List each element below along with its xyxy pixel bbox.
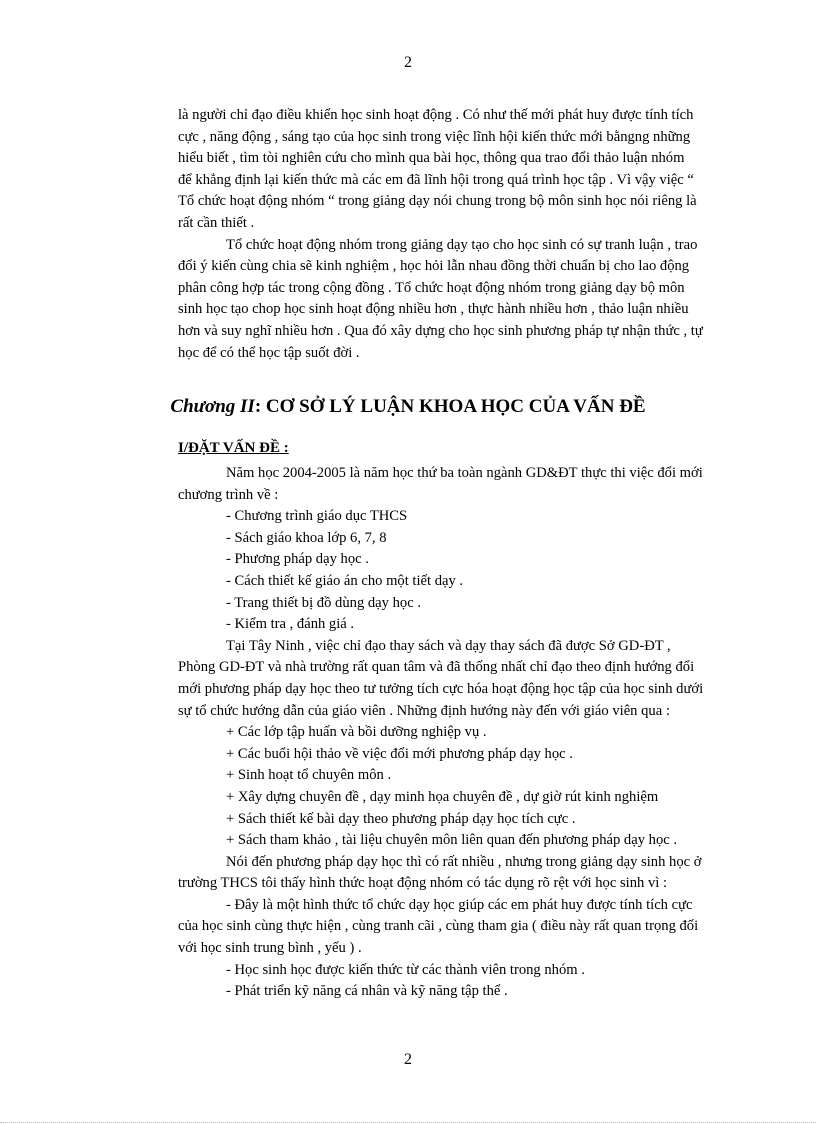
section-line: - Chương trình giáo dục THCS <box>226 508 408 525</box>
section-line: + Sinh hoạt tổ chuyên môn . <box>226 767 392 784</box>
intro-paragraphs <box>178 105 773 364</box>
intro-line: Tổ chức hoạt động nhóm “ trong giảng dạy nói chung trong bộ môn sinh học nói riêng là <box>178 193 697 210</box>
section-line: Tại Tây Ninh , việc chỉ đạo thay sách và dạy thay sách đã được Sở GD-ĐT , <box>226 637 671 654</box>
section-line: Nói đến phương pháp dạy học thì có rất nhiều , nhưng trong giảng dạy sinh học ở <box>226 853 702 870</box>
intro-line: rất cần thiết . <box>178 214 255 231</box>
section-line: - Học sinh học được kiến thức từ các thành viên trong nhóm . <box>226 961 585 978</box>
section-line: trường THCS tôi thấy hình thức hoạt động nhóm có tác dụng rõ rệt với học sinh vì : <box>178 875 668 892</box>
intro-line: cực , năng động , sáng tạo của học sinh trong việc lĩnh hội kiến thức mới bằngng những <box>178 128 691 145</box>
section-line: - Cách thiết kế giáo án cho một tiết dạy . <box>226 572 464 589</box>
section-line: mới phương pháp dạy học theo tư tưởng tích cực hóa hoạt động học tập của học sinh dưới <box>178 680 704 697</box>
intro-line: là người chỉ đạo điều khiển học sinh hoạt động . Có như thế mới phát huy được tính tích <box>178 107 694 123</box>
section-line: - Sách giáo khoa lớp 6, 7, 8 <box>226 529 387 546</box>
section-line: + Sách tham khảo , tài liệu chuyên môn liên quan đến phương pháp dạy học . <box>226 832 678 849</box>
section-line: + Xây dựng chuyên đề , dạy minh họa chuyên đề , dự giờ rút kinh nghiệm <box>226 788 659 805</box>
chapter-prefix: Chương II <box>170 396 255 417</box>
chapter-heading <box>0 396 816 418</box>
page-number-top: 2 <box>404 54 412 71</box>
para2-line: học để có thể học tập suốt đời . <box>178 344 360 361</box>
chapter-title: : CƠ SỞ LÝ LUẬN KHOA HỌC CỦA VẤN ĐỀ <box>254 396 646 417</box>
section-line: với học sinh trung bình , yếu ) . <box>178 940 362 957</box>
section-line: - Trang thiết bị đồ dùng dạy học . <box>226 594 421 611</box>
section-line: Phòng GD-ĐT và nhà trường rất quan tâm và đã thống nhất chỉ đạo theo định hướng đổi <box>178 659 695 676</box>
section-line: sự tổ chức hướng dẫn của giáo viên . Những định hướng này đến với giáo viên qua : <box>178 702 670 719</box>
section-line: + Các lớp tập huấn và bồi dưỡng nghiệp vụ . <box>226 724 487 741</box>
intro-line: hiểu biết , tìm tòi nghiên cứu cho mình qua bài học, thông qua trao đổi thảo luận nhóm <box>178 150 685 167</box>
para2-line: đổi ý kiến cùng chia sẽ kinh nghiệm , học hỏi lẫn nhau đồng thời chuẩn bị cho lao động <box>178 258 690 275</box>
section-line: + Sách thiết kế bài dạy theo phương pháp dạy học tích cực . <box>226 810 576 827</box>
para2-line: Tổ chức hoạt động nhóm trong giảng dạy tạo cho học sinh có sự tranh luận , trao <box>226 236 698 253</box>
section-line: của học sinh cùng thực hiện , cùng tranh cãi , cùng tham gia ( điều này rất quan trọng đối <box>178 918 699 935</box>
section-line: chương trình về : <box>178 486 279 503</box>
para2-line: phân công hợp tác trong cộng đồng . Tổ chức hoạt động nhóm trong giảng dạy bộ môn <box>178 279 685 296</box>
para2-line: sinh học tạo chop học sinh hoạt động nhiều hơn , thực hành nhiều hơn , thảo luận nhiều <box>178 301 689 318</box>
section-line: - Phương pháp dạy học . <box>226 551 369 568</box>
section-line: - Phát triển kỹ năng cá nhân và kỹ năng tập thể . <box>226 983 508 1000</box>
intro-line: để khẳng định lại kiến thức mà các em đã lĩnh hội trong quá trình học tập . Vì vậy việc “ <box>178 171 694 188</box>
section-line: - Kiểm tra , đánh giá . <box>226 616 355 633</box>
section-body <box>178 463 773 1003</box>
para2-line: hơn và suy nghĩ nhiều hơn . Qua đó xây dựng cho học sinh phương pháp tự nhận thức , tự <box>178 322 703 339</box>
section-line: Năm học 2004-2005 là năm học thứ ba toàn ngành GD&ĐT thực thi việc đổi mới <box>226 465 703 481</box>
section-line: - Đây là một hình thức tổ chức dạy học giúp các em phát huy được tính tích cực <box>226 896 693 913</box>
section-line: + Các buổi hội thảo về việc đổi mới phương pháp dạy học . <box>226 745 573 762</box>
section-heading: I/ĐẶT VẤN ĐỀ : <box>178 440 289 456</box>
page-number-bottom: 2 <box>404 1051 412 1068</box>
